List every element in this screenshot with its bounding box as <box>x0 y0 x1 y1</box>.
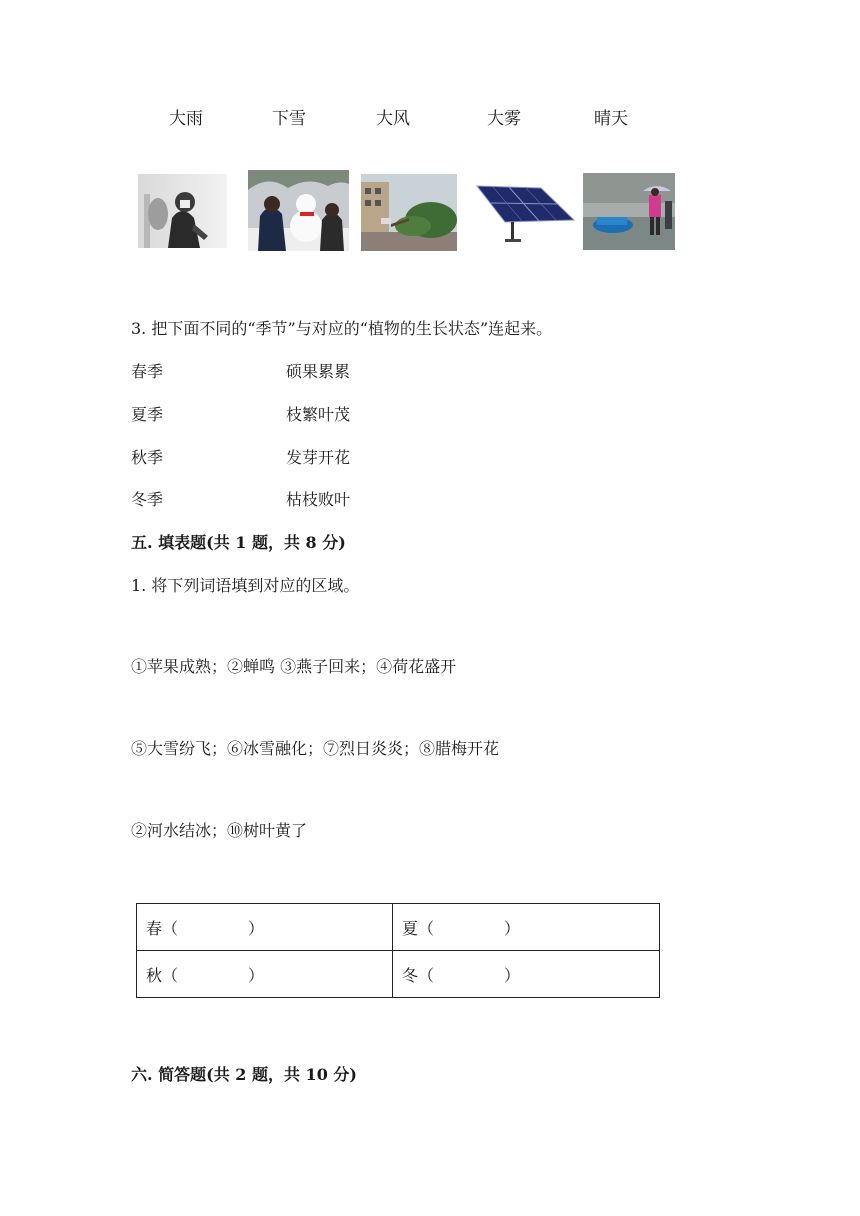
cell-autumn-close: ） <box>248 965 265 985</box>
cell-spring-close: ） <box>248 918 265 938</box>
cell-autumn[interactable] <box>137 951 393 998</box>
season-summer: 夏季 <box>131 405 164 424</box>
cell-summer-label: 夏（ <box>402 918 435 938</box>
snowman-scene-icon <box>248 170 349 251</box>
season-fill-table <box>136 903 660 998</box>
plant-state-4: 枯枝败叶 <box>286 490 351 509</box>
plant-state-3: 发芽开花 <box>286 448 351 467</box>
cell-winter-label: 冬（ <box>402 965 435 985</box>
section-6-heading: 六. 简答题(共 2 题，共 10 分) <box>131 1065 357 1084</box>
season-autumn: 秋季 <box>131 448 164 467</box>
label-strong-wind: 大风 <box>376 109 410 129</box>
section-5-question-1: 1. 将下列词语填到对应的区域。 <box>131 576 360 595</box>
label-heavy-fog: 大雾 <box>487 109 521 129</box>
cell-spring-label: 春（ <box>146 918 179 938</box>
cell-summer-close: ） <box>504 918 521 938</box>
label-heavy-rain: 大雨 <box>169 109 203 129</box>
cell-winter-close: ） <box>504 965 521 985</box>
cell-autumn-label: 秋（ <box>146 965 179 985</box>
fog-scene-icon <box>138 174 227 248</box>
question-3-prompt: 3. 把下面不同的“季节”与对应的“植物的生长状态”连起来。 <box>131 319 553 338</box>
cell-winter[interactable] <box>393 951 660 998</box>
label-sunny: 晴天 <box>594 109 628 129</box>
plant-state-2: 枝繁叶茂 <box>286 405 351 424</box>
cell-spring[interactable] <box>137 904 393 951</box>
solar-panel-icon <box>459 182 576 244</box>
windstorm-scene-icon <box>361 174 457 251</box>
word-list-line-1: ①苹果成熟；②蝉鸣 ③燕子回来；④荷花盛开 <box>131 657 457 676</box>
season-winter: 冬季 <box>131 490 164 509</box>
plant-state-1: 硕果累累 <box>286 362 351 381</box>
label-snow: 下雪 <box>272 109 306 129</box>
word-list-line-3: ②河水结冰；⑩树叶黄了 <box>131 821 308 840</box>
cell-summer[interactable] <box>393 904 660 951</box>
season-spring: 春季 <box>131 362 164 381</box>
heavy-rain-scene-icon <box>583 173 675 250</box>
section-5-heading: 五. 填表题(共 1 题，共 8 分) <box>131 533 346 552</box>
word-list-line-2: ⑤大雪纷飞；⑥冰雪融化；⑦烈日炎炎；⑧腊梅开花 <box>131 739 500 758</box>
